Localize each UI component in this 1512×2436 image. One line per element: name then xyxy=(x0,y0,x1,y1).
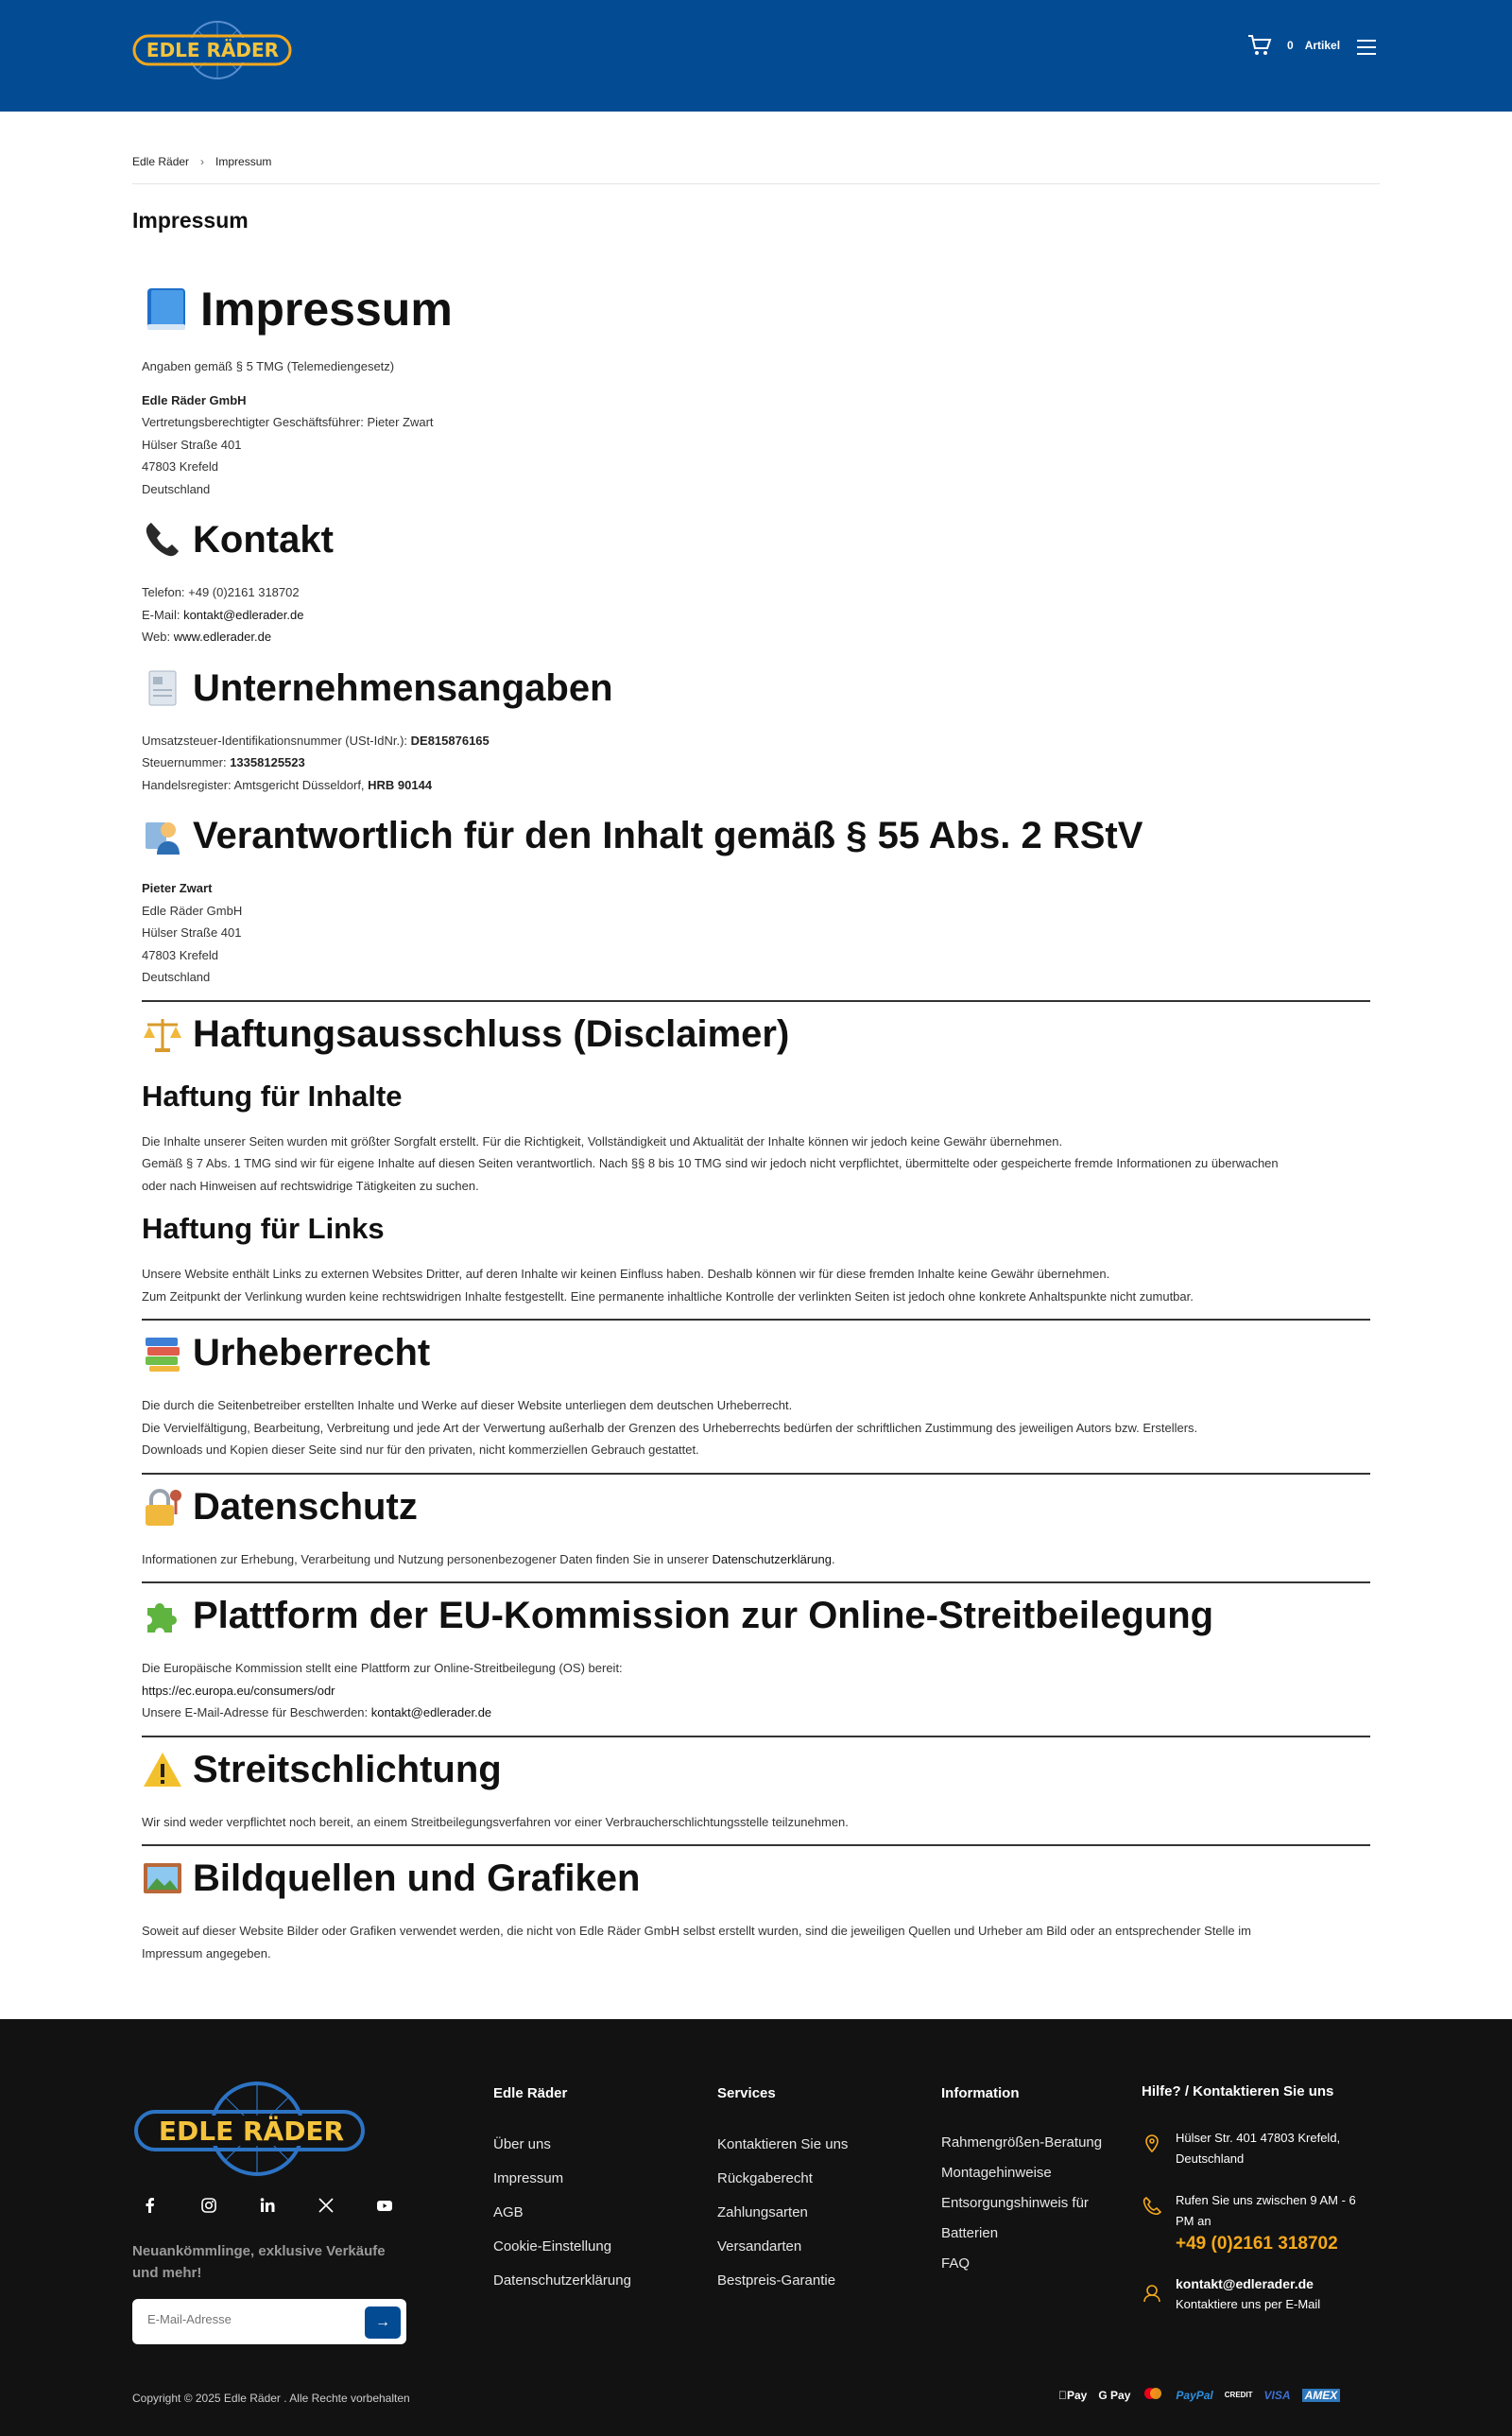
impressum-heading xyxy=(142,274,1370,344)
paragraph-line: Die Inhalte unserer Seiten wurden mit größter Sorgfalt erstellt. Für die Richtigkeit, Vollständigkeit und Aktualität der Inhalte können wir jedoch keine Gewähr übernehmen. xyxy=(142,1133,1063,1149)
framed-picture-icon xyxy=(142,1857,183,1899)
support-agent-icon xyxy=(1142,2283,1162,2304)
bild-heading xyxy=(142,1850,1370,1907)
newsletter-text: Neuankömmlinge, exklusive Verkäufe und mehr! xyxy=(132,2243,386,2281)
section-divider xyxy=(142,1581,1370,1583)
warning-icon xyxy=(142,1749,183,1790)
privacy-link[interactable]: Datenschutzerklärung xyxy=(712,1551,832,1566)
footer-link[interactable]: Rückgaberecht xyxy=(717,2170,813,2186)
payment-methods xyxy=(1058,2386,1340,2404)
haftung-title: Haftungsausschluss (Disclaimer) xyxy=(193,1012,790,1055)
streit-title: Streitschlichtung xyxy=(193,1748,502,1790)
facebook-icon[interactable] xyxy=(142,2197,159,2214)
x-twitter-icon[interactable] xyxy=(318,2197,335,2214)
company-name: Edle Räder GmbH xyxy=(142,392,247,407)
complaint-email-link[interactable]: kontakt@edlerader.de xyxy=(370,1705,492,1719)
office-worker-icon xyxy=(142,815,183,856)
visa-icon: VISA xyxy=(1255,2388,1282,2402)
verantwortlich-name: Pieter Zwart xyxy=(142,881,213,895)
paragraph-line: Die durch die Seitenbetreiber erstellten Inhalte und Werke auf dieser Website unterliegen dem deutschen Urheberrecht. xyxy=(142,1398,793,1412)
social-links xyxy=(142,2197,393,2214)
mastercard-icon xyxy=(1142,2386,1164,2404)
email-line: E-Mail: kontakt@edlerader.de xyxy=(142,607,304,622)
odr-link[interactable]: https://ec.europa.eu/consumers/odr xyxy=(142,1683,335,1698)
haftung-heading xyxy=(142,1006,1370,1063)
footer-help xyxy=(1142,2083,1387,2336)
site-header xyxy=(0,0,1512,112)
impressum-intro: Angaben gemäß § 5 TMG (Telemediengesetz) xyxy=(142,359,395,373)
breadcrumb xyxy=(132,155,271,168)
telephone-icon xyxy=(142,519,183,561)
impressum-line: 47803 Krefeld xyxy=(142,459,218,474)
chevron-right-icon: › xyxy=(200,155,205,168)
blue-book-icon xyxy=(142,285,191,334)
web-link[interactable]: www.edlerader.de xyxy=(173,630,272,644)
copyright: Copyright © 2025 Edle Räder . Alle Rechte vorbehalten xyxy=(132,2392,410,2405)
svg-text:EDLE RÄDER: EDLE RÄDER xyxy=(146,39,280,61)
footer-link[interactable]: FAQ xyxy=(941,2255,971,2272)
hamburger-menu-icon[interactable] xyxy=(1357,38,1376,57)
email-link[interactable]: kontakt@edlerader.de xyxy=(183,607,304,622)
paragraph-line: Unsere Website enthält Links zu externen Websites Dritter, auf deren Inhalte wir keinen Einfluss haben. Deshalb können wir für diese fremden Inhalte keine Gewähr übernehmen. xyxy=(142,1267,1110,1281)
impressum-content xyxy=(142,274,1370,1976)
page-title: Impressum xyxy=(132,208,249,233)
footer-column-information xyxy=(941,2085,1102,2279)
footer-column-services xyxy=(717,2085,848,2298)
footer-column-edle-raeder xyxy=(493,2085,631,2298)
urheberrecht-heading xyxy=(142,1324,1370,1381)
paypal-credit-icon: CREDIT xyxy=(1215,2391,1245,2399)
kontakt-title: Kontakt xyxy=(193,519,334,561)
impressum-line: Hülser Straße 401 xyxy=(142,437,242,452)
linkedin-icon[interactable] xyxy=(259,2197,276,2214)
footer-link[interactable]: AGB xyxy=(493,2204,524,2220)
datenschutz-title: Datenschutz xyxy=(193,1485,418,1528)
os-title: Plattform der EU-Kommission zur Online-Streitbeilegung xyxy=(193,1595,1214,1636)
help-email: kontakt@edlerader.de Kontaktiere uns per E-Mail xyxy=(1142,2277,1387,2315)
site-footer xyxy=(0,2019,1512,2436)
haftung-links-title: Haftung für Links xyxy=(142,1212,385,1245)
verantwortlich-heading xyxy=(142,807,1370,864)
os-email-line: Unsere E-Mail-Adresse für Beschwerden: kontakt@edlerader.de xyxy=(142,1705,492,1719)
cart-count: 0 xyxy=(1287,39,1294,52)
hr-line: Handelsregister: Amtsgericht Düsseldorf, HRB 90144 xyxy=(142,777,433,792)
impressum-title: Impressum xyxy=(200,283,453,336)
newsletter-form xyxy=(132,2299,406,2344)
instagram-icon[interactable] xyxy=(200,2197,217,2214)
location-pin-icon xyxy=(1142,2134,1162,2154)
streit-text: Wir sind weder verpflichtet noch bereit, an einem Streitbeilegungsverfahren vor einer Verbraucherschlichtungsstelle teilzunehmen. xyxy=(142,1814,849,1829)
footer-link[interactable]: Rahmengrößen-Beratung xyxy=(941,2134,1103,2151)
newsletter-submit-button[interactable] xyxy=(365,2306,401,2339)
apple-pay-icon: Pay xyxy=(1058,2388,1079,2402)
divider xyxy=(132,183,1380,184)
footer-link[interactable]: Über uns xyxy=(493,2136,551,2152)
paragraph-line: oder nach Hinweisen auf rechtswidrige Tätigkeiten zu suchen. xyxy=(142,1178,479,1193)
paragraph-line: Downloads und Kopien dieser Seite sind nur für den privaten, nicht kommerziellen Gebrauch gestattet. xyxy=(142,1443,699,1457)
web-line: Web: www.edlerader.de xyxy=(142,630,272,644)
footer-link[interactable]: Versandarten xyxy=(717,2238,802,2255)
steuer-line: Steuernummer: 13358125523 xyxy=(142,755,305,769)
scales-icon xyxy=(142,1013,183,1055)
breadcrumb-current: Impressum xyxy=(215,155,272,168)
os-heading xyxy=(142,1587,1370,1644)
bild-title: Bildquellen und Grafiken xyxy=(193,1857,641,1899)
section-divider xyxy=(142,1844,1370,1846)
help-email-link[interactable]: kontakt@edlerader.de xyxy=(1176,2276,1314,2291)
footer-link[interactable]: Bestpreis-Garantie xyxy=(717,2272,836,2289)
verantwortlich-line: Edle Räder GmbH xyxy=(142,903,243,918)
paragraph-line: Impressum angegeben. xyxy=(142,1945,271,1961)
footer-column-title: Services xyxy=(717,2085,776,2101)
section-divider xyxy=(142,1319,1370,1321)
cart-icon xyxy=(1247,34,1272,57)
footer-column-title: Edle Räder xyxy=(493,2085,568,2101)
paragraph-line: Zum Zeitpunkt der Verlinkung wurden keine rechtswidrigen Inhalte festgestellt. Eine permanente inhaltliche Kontrolle der verlinkten Seiten ist jedoch ohne konkrete Anhaltspunkte nicht zumutbar. xyxy=(142,1288,1194,1304)
paypal-icon: PayPal xyxy=(1167,2388,1205,2402)
verantwortlich-line: 47803 Krefeld xyxy=(142,947,218,962)
books-icon xyxy=(142,1332,183,1373)
footer-link[interactable]: Cookie-Einstellung xyxy=(493,2238,612,2255)
footer-link[interactable]: Impressum xyxy=(493,2170,564,2186)
newsletter-email-input[interactable] xyxy=(147,2312,355,2326)
google-pay-icon: G Pay xyxy=(1090,2388,1123,2402)
paragraph-line: Soweit auf dieser Website Bilder oder Grafiken verwendet werden, die nicht von Edle Räder GmbH selbst erstellt wurden, sind die jeweiligen Quellen und Urheber am Bild oder an entsprechender Stelle im xyxy=(142,1924,1251,1938)
section-divider xyxy=(142,1736,1370,1737)
footer-link[interactable]: Entsorgungshinweis für xyxy=(941,2195,1089,2211)
cart-button[interactable] xyxy=(1247,34,1340,57)
datenschutz-heading xyxy=(142,1478,1370,1535)
document-icon xyxy=(142,667,183,709)
help-title: Hilfe? / Kontaktieren Sie uns xyxy=(1142,2083,1334,2099)
impressum-line: Deutschland xyxy=(142,481,211,496)
verantwortlich-line: Hülser Straße 401 xyxy=(142,925,242,940)
impressum-line: Vertretungsberechtigter Geschäftsführer: Pieter Zwart xyxy=(142,415,434,429)
breadcrumb-home[interactable]: Edle Räder xyxy=(132,155,190,168)
footer-link[interactable]: Datenschutzerklärung xyxy=(493,2272,631,2289)
paragraph-line: Gemäß § 7 Abs. 1 TMG sind wir für eigene Inhalte auf diesen Seiten verantwortlich. Nach §§ 8 bis 10 TMG sind wir jedoch nicht verpflichtet, übermittelte oder gespeicherte fremde Informationen zu überwachen xyxy=(142,1156,1279,1170)
verantwortlich-title: Verantwortlich für den Inhalt gemäß § 55 Abs. 2 RStV xyxy=(193,815,1143,856)
help-phone: Rufen Sie uns zwischen 9 AM - 6 PM an +49 (0)2161 318702 xyxy=(1142,2190,1387,2256)
section-divider xyxy=(142,1473,1370,1475)
lock-key-icon xyxy=(142,1486,183,1528)
phone-icon xyxy=(1142,2196,1162,2217)
unternehmen-title: Unternehmensangaben xyxy=(193,666,613,709)
puzzle-icon xyxy=(142,1595,183,1636)
youtube-icon[interactable] xyxy=(376,2197,393,2214)
cart-label: Artikel xyxy=(1304,39,1341,52)
amex-icon: AMEX xyxy=(1302,2389,1341,2402)
datenschutz-text: Informationen zur Erhebung, Verarbeitung und Nutzung personenbezogener Daten finden Sie in unserer Datenschutzerklärung. xyxy=(142,1551,835,1566)
arrow-right-icon: → xyxy=(375,2314,390,2330)
help-address: Hülser Str. 401 47803 Krefeld, Deutschland xyxy=(1142,2128,1387,2169)
urheberrecht-title: Urheberrecht xyxy=(193,1332,431,1373)
os-line: Die Europäische Kommission stellt eine Plattform zur Online-Streitbeilegung (OS) bereit: xyxy=(142,1661,623,1675)
footer-link[interactable]: Kontaktieren Sie uns xyxy=(717,2136,849,2152)
footer-link[interactable]: Batterien xyxy=(941,2225,999,2241)
streit-heading xyxy=(142,1741,1370,1798)
section-divider xyxy=(142,1000,1370,1002)
ust-line: Umsatzsteuer-Identifikationsnummer (USt-IdNr.): DE815876165 xyxy=(142,733,490,748)
footer-link[interactable]: Zahlungsarten xyxy=(717,2204,808,2220)
brand-logo[interactable] xyxy=(132,17,293,83)
footer-column-title: Information xyxy=(941,2085,1020,2101)
kontakt-heading xyxy=(142,511,1370,568)
paragraph-line: Die Vervielfältigung, Bearbeitung, Verbreitung und jede Art der Verwertung außerhalb der Grenzen des Urheberrechts bedürfen der schriftlichen Zustimmung des jeweiligen Autors bzw. Erstellers. xyxy=(142,1420,1198,1435)
svg-text:EDLE RÄDER: EDLE RÄDER xyxy=(158,2116,345,2147)
footer-brand-logo[interactable] xyxy=(132,2080,369,2179)
unternehmen-heading xyxy=(142,660,1370,717)
help-phone-number[interactable]: +49 (0)2161 318702 xyxy=(1176,2234,1338,2254)
verantwortlich-line: Deutschland xyxy=(142,970,211,984)
footer-link[interactable]: Montagehinweise xyxy=(941,2165,1052,2181)
haftung-inhalte-title: Haftung für Inhalte xyxy=(142,1079,403,1113)
phone-line: Telefon: +49 (0)2161 318702 xyxy=(142,585,300,599)
